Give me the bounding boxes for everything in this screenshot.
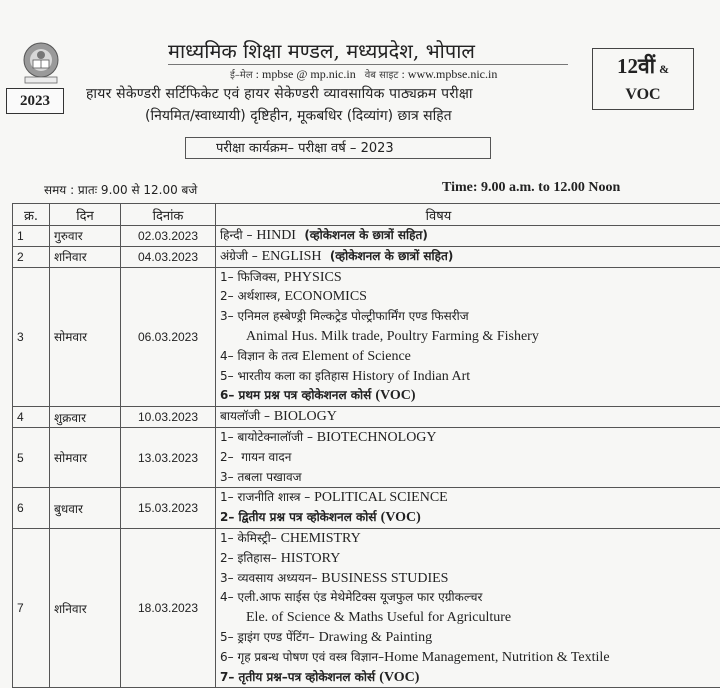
subjects-cell <box>216 226 720 247</box>
subject-line <box>220 488 720 508</box>
subject-line <box>220 549 720 569</box>
subject-hindi: 2– द्वितीय प्रश्न पत्र व्होकेशनल कोर्स <box>220 510 381 524</box>
subject-line <box>220 367 720 387</box>
header-subject-label: विषय <box>426 206 452 224</box>
subject-hindi: 7– तृतीय प्रश्न–पत्र व्होकेशनल कोर्स <box>220 670 379 684</box>
subject-english: HINDI <box>256 228 296 243</box>
subject-hindi: 2– गायन वादन <box>220 450 291 464</box>
subject-hindi: 4– विज्ञान के तत्व <box>220 349 302 363</box>
serial-cell: 7 <box>13 528 50 687</box>
day-cell: शनिवार <box>50 528 121 687</box>
table-row <box>13 528 720 687</box>
voc-label: VOC <box>593 84 693 106</box>
subject-line <box>220 268 720 288</box>
subject-english: BUSINESS STUDIES <box>321 571 448 586</box>
subject-english: (VOC) <box>375 388 415 403</box>
exam-subtitle: (नियमित/स्वाध्यायी) दृष्टिहीन, मूकबधिर (दिव्यांग) छात्र सहित <box>145 106 452 125</box>
subject-hindi: 1– बायोटेक्नालॉजी – <box>220 430 317 444</box>
subject-line <box>220 608 720 628</box>
subject-note: (व्होकेशनल के छात्रों सहित) <box>296 228 428 242</box>
subject-hindi: बायलॉजी – <box>220 409 274 423</box>
subject-line <box>220 226 720 246</box>
subject-line <box>220 588 720 608</box>
subject-hindi: 1– फिजिक्स, <box>220 270 284 284</box>
subject-hindi: 4– एली.आफ साईस एंड मेथेमेटिक्स यूजफुल फार एग्रीकल्चर <box>220 590 482 604</box>
board-name-heading: माध्यमिक शिक्षा मण्डल, मध्यप्रदेश, भोपाल <box>168 38 568 65</box>
table-row <box>13 407 720 428</box>
serial-cell: 2 <box>13 246 50 267</box>
serial-cell: 3 <box>13 267 50 407</box>
subject-line <box>220 407 720 427</box>
subject-english: Drawing & Painting <box>319 630 433 645</box>
email-link[interactable]: : mpbse @ mp.nic.in <box>256 67 356 81</box>
subject-hindi: 3– एनिमल हस्बेण्ड्री मिल्कट्रेड पोल्ट्रीफार्मिंग एण्ड फिसरीज <box>220 309 469 323</box>
day-cell: गुरुवार <box>50 226 121 247</box>
subject-hindi: 3– तबला पखावज <box>220 470 302 484</box>
day-cell: बुधवार <box>50 488 121 529</box>
subject-english: (VOC) <box>379 670 419 685</box>
contact-line <box>230 67 497 82</box>
subject-english: BIOLOGY <box>274 409 337 424</box>
class-ampersand: & <box>659 62 669 76</box>
subjects-cell <box>216 488 720 529</box>
class-badge <box>592 48 694 110</box>
subject-hindi: 5– भारतीय कला का इतिहास <box>220 369 352 383</box>
subject-english: (VOC) <box>381 510 421 525</box>
subject-hindi: 3– व्यवसाय अध्ययन– <box>220 571 321 585</box>
table-row <box>13 488 720 529</box>
date-cell: 04.03.2023 <box>121 246 216 267</box>
website-label: वेब साइट <box>365 70 399 81</box>
exam-schedule-table <box>12 203 720 688</box>
subject-line <box>220 529 720 549</box>
subjects-cell <box>216 427 720 487</box>
header-serial: क्र. <box>13 204 50 226</box>
date-cell: 13.03.2023 <box>121 427 216 487</box>
subject-line <box>220 307 720 327</box>
subject-english: Animal Hus. Milk trade, Poultry Farming & Fishery <box>246 329 539 344</box>
subject-hindi: अंग्रेजी – <box>220 249 262 263</box>
date-cell: 15.03.2023 <box>121 488 216 529</box>
exam-title: हायर सेकेण्डरी सर्टिफिकेट एवं हायर सेकेण्डरी व्यावसायिक पाठ्यक्रम परीक्षा <box>86 84 473 103</box>
subject-english: Ele. of Science & Maths Useful for Agriculture <box>246 610 511 625</box>
subject-line <box>220 628 720 648</box>
subject-line <box>220 386 720 406</box>
subject-line <box>220 468 720 488</box>
programme-title: परीक्षा कार्यक्रम– परीक्षा वर्ष – 2023 <box>185 137 491 159</box>
subject-line <box>220 347 720 367</box>
table-header-row <box>13 204 720 226</box>
subject-hindi: 6– प्रथम प्रश्न पत्र व्होकेशनल कोर्स <box>220 388 375 402</box>
subject-line <box>220 287 720 307</box>
subject-line <box>220 508 720 528</box>
subject-english: BIOTECHNOLOGY <box>317 430 437 445</box>
header-subject <box>216 204 720 226</box>
subject-hindi: 6– गृह प्रबन्ध पोषण एवं वस्त्र विज्ञान– <box>220 650 384 664</box>
subject-hindi: 5– ड्राइंग एण्ड पेंटिंग– <box>220 630 319 644</box>
subject-hindi: 1– राजनीति शास्त्र – <box>220 490 314 504</box>
subject-line <box>220 668 720 688</box>
subjects-cell <box>216 528 720 687</box>
subjects-cell <box>216 246 720 267</box>
date-cell: 18.03.2023 <box>121 528 216 687</box>
subject-note: (व्होकेशनल के छात्रों सहित) <box>321 249 453 263</box>
website-link[interactable]: : www.mpbse.nic.in <box>401 67 497 81</box>
serial-cell: 6 <box>13 488 50 529</box>
email-label: ई–मेल <box>230 70 253 81</box>
subject-english: ECONOMICS <box>284 289 366 304</box>
date-cell: 02.03.2023 <box>121 226 216 247</box>
subject-english: POLITICAL SCIENCE <box>314 490 448 505</box>
serial-cell: 1 <box>13 226 50 247</box>
subject-line <box>220 569 720 589</box>
board-emblem-logo <box>18 40 64 86</box>
day-cell: सोमवार <box>50 267 121 407</box>
day-cell: शनिवार <box>50 246 121 267</box>
header-date: दिनांक <box>121 204 216 226</box>
subjects-cell <box>216 267 720 407</box>
subject-line <box>220 648 720 668</box>
day-cell: सोमवार <box>50 427 121 487</box>
mp-board-emblem-icon <box>18 40 64 86</box>
subject-english: PHYSICS <box>284 270 342 285</box>
subject-hindi: हिन्दी – <box>220 228 256 242</box>
table-row <box>13 267 720 407</box>
year-badge: 2023 <box>6 88 64 114</box>
subject-hindi: 2– अर्थशास्त्र, <box>220 289 284 303</box>
class-label: 12वीं <box>617 54 655 78</box>
serial-cell: 5 <box>13 427 50 487</box>
subject-hindi: 1– केमिस्ट्री– <box>220 531 281 545</box>
subject-english: Home Management, Nutrition & Textile <box>384 650 609 665</box>
subject-line <box>220 448 720 468</box>
subject-line <box>220 247 720 267</box>
subject-hindi: 2– इतिहास– <box>220 551 281 565</box>
subject-line <box>220 428 720 448</box>
table-row <box>13 226 720 247</box>
subject-english: CHEMISTRY <box>281 531 361 546</box>
table-row <box>13 246 720 267</box>
subject-line <box>220 327 720 347</box>
serial-cell: 4 <box>13 407 50 428</box>
subject-english: History of Indian Art <box>352 369 470 384</box>
table-row <box>13 427 720 487</box>
subjects-cell <box>216 407 720 428</box>
header-day: दिन <box>50 204 121 226</box>
date-cell: 10.03.2023 <box>121 407 216 428</box>
time-hindi: समय : प्रातः 9.00 से 12.00 बजे <box>44 181 197 198</box>
subject-english: HISTORY <box>281 551 341 566</box>
day-cell: शुक्रवार <box>50 407 121 428</box>
time-english: Time: 9.00 a.m. to 12.00 Noon <box>442 180 620 196</box>
subject-english: Element of Science <box>302 349 411 364</box>
date-cell: 06.03.2023 <box>121 267 216 407</box>
subject-english: ENGLISH <box>262 249 322 264</box>
